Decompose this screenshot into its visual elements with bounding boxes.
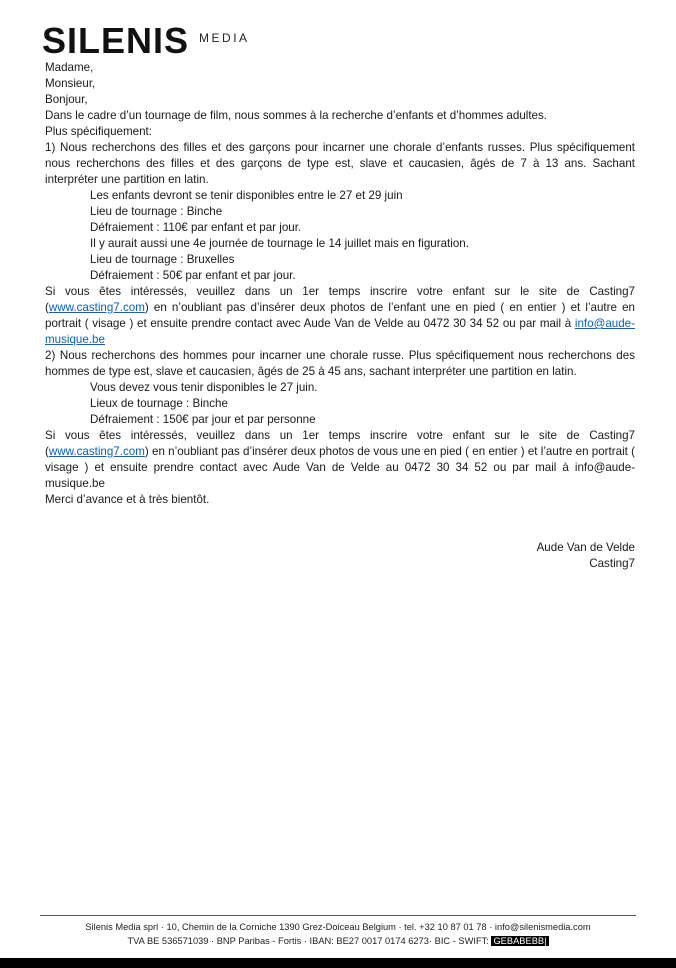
letterhead: [0, 0, 676, 60]
silenis-logo: SILENIS: [42, 20, 190, 61]
detail-line: Vous devez vous tenir disponibles le 27 juin.: [90, 381, 318, 394]
detail-line: Les enfants devront se tenir disponibles entre le 27 et 29 juin: [90, 189, 403, 202]
silenis-logo-media-label: MEDIA: [199, 31, 250, 45]
greeting: Bonjour,: [45, 93, 88, 106]
footer-divider: [40, 915, 636, 916]
section2-cta-paragraph: [45, 428, 635, 492]
cta-text-post: ) en n’oubliant pas d’insérer deux photos de vous une en pied ( en entier ) et l’autre en portrait ( visage ) et ensuite prendre contact avec Aude Van de Velde au 0472 30 34 52 ou par mail à info@aude-musique.be: [45, 445, 635, 490]
section1-details-extra-day: [45, 236, 635, 284]
salutation-madame: Madame,: [45, 61, 94, 74]
section2-details: [45, 380, 635, 428]
section2-paragraph: 2) Nous recherchons des hommes pour incarner une chorale russe. Plus spécifiquement nous recherchons des hommes de type est, slave et caucasien, âgés de 25 à 45 ans, sachant interpréter une partition en latin.: [45, 349, 635, 378]
closing-line: Merci d’avance et à très bientôt.: [45, 493, 210, 506]
page-bottom-edge: [0, 958, 676, 968]
casting7-link[interactable]: www.casting7.com: [48, 445, 145, 458]
cta-text-mid: ) en n’oubliant pas d’insérer deux photos de l’enfant une en pied ( en entier ) et l’autre en portrait ( visage ) et ensuite prendre contact avec Aude Van de Velde au 0472 30 34 52 ou par mail à: [45, 301, 635, 330]
email-link[interactable]: info@aude-musique.be: [45, 317, 635, 346]
footer-line-2: [0, 935, 676, 949]
footer-swift-highlighted: GEBABEBB|: [493, 935, 547, 946]
detail-line: Défraiement : 110€ par enfant et par jour.: [90, 221, 302, 234]
salutation-block: [45, 60, 635, 92]
footer-line-2-text: TVA BE 536571039 · BNP Paribas - Fortis · IBAN: BE27 0017 0174 6273· BIC - SWIFT:: [127, 935, 492, 946]
cta-text-pre: Si vous êtes intéressés, veuillez dans un 1er temps inscrire votre enfant sur le site de Casting7 (: [45, 429, 635, 458]
signature-role: Casting7: [589, 557, 635, 570]
detail-line: Défraiement : 150€ par jour et par personne: [90, 413, 316, 426]
intro-line-2: Plus spécifiquement:: [45, 125, 152, 138]
detail-line: Défraiement : 50€ par enfant et par jour.: [90, 269, 296, 282]
intro-line-1: Dans le cadre d’un tournage de film, nous sommes à la recherche d’enfants et d’hommes adultes.: [45, 109, 548, 122]
signature-name: Aude Van de Velde: [536, 541, 635, 554]
cta-text-pre: Si vous êtes intéressés, veuillez dans un 1er temps inscrire votre enfant sur le site de Casting7 (: [45, 285, 635, 314]
footer-line-1: Silenis Media sprl · 10, Chemin de la Corniche 1390 Grez-Doiceau Belgium · tel. +32 10 87 01 78 · info@silenismedia.com: [85, 922, 591, 932]
detail-line: Lieu de tournage : Binche: [90, 205, 223, 218]
signature-block: [45, 540, 635, 572]
section1-paragraph: 1) Nous recherchons des filles et des garçons pour incarner une chorale d’enfants russes. Plus spécifiquement nous recherchons des filles et des garçons de type est, slave et caucasien, âgés de 7 à 13 ans. Sachant interpréter une partition en latin.: [45, 141, 635, 186]
salutation-monsieur: Monsieur,: [45, 77, 96, 90]
intro-block: [45, 108, 635, 140]
casting7-link[interactable]: www.casting7.com: [48, 301, 145, 314]
section1-details-shooting: [45, 188, 635, 236]
detail-line: Lieu de tournage : Bruxelles: [90, 253, 235, 266]
letter-footer: [0, 915, 676, 948]
detail-line: Il y aurait aussi une 4e journée de tournage le 14 juillet mais en figuration.: [90, 237, 469, 250]
section1-cta-paragraph: [45, 284, 635, 348]
detail-line: Lieux de tournage : Binche: [90, 397, 228, 410]
letter-body: [0, 60, 676, 572]
